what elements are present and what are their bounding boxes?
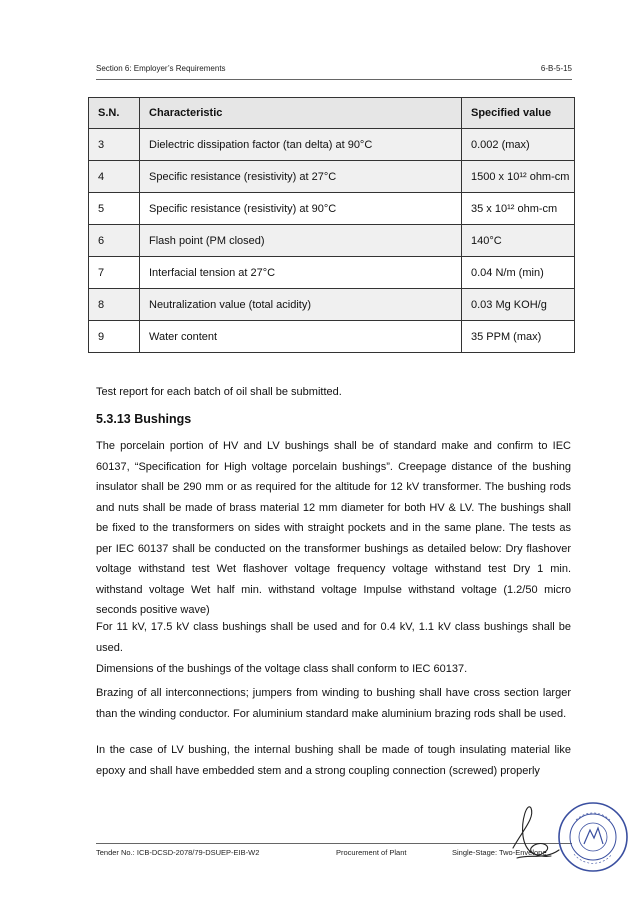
page-header (96, 64, 572, 73)
footer-tender-number: Tender No.: ICB-DCSD-2078/79-DSUEP-EIB-W2 (96, 848, 260, 857)
cell-characteristic: Neutralization value (total acidity) (140, 289, 462, 321)
footer-procurement-label: Procurement of Plant (336, 848, 407, 857)
cell-characteristic: Interfacial tension at 27°C (140, 257, 462, 289)
paragraph-text: Brazing of all interconnections; jumpers from winding to bushing shall have cross section larger than the winding conductor. For aluminium standard make aluminium brazing rods shall be used. (96, 687, 571, 720)
cell-characteristic: Specific resistance (resistivity) at 90°C (140, 193, 462, 225)
column-header-specified-value: Specified value (462, 98, 575, 129)
cell-value: 140°C (462, 225, 575, 257)
cell-sn: 9 (89, 321, 140, 353)
cell-characteristic: Flash point (PM closed) (140, 225, 462, 257)
cell-sn: 6 (89, 225, 140, 257)
paragraph (96, 436, 571, 621)
cell-characteristic: Water content (140, 321, 462, 353)
official-seal-stamp (556, 800, 630, 874)
table-row (89, 161, 575, 193)
footer-divider (96, 843, 572, 844)
cell-sn: 5 (89, 193, 140, 225)
cell-sn: 3 (89, 129, 140, 161)
test-report-note: Test report for each batch of oil shall be submitted. (96, 386, 342, 398)
paragraph-text: In the case of LV bushing, the internal bushing shall be made of tough insulating material like epoxy and shall have embedded stem and a strong coupling connection (screwed) properly (96, 744, 571, 777)
cell-value: 35 x 10¹² ohm-cm (462, 193, 575, 225)
cell-characteristic: Dielectric dissipation factor (tan delta) at 90°C (140, 129, 462, 161)
cell-sn: 7 (89, 257, 140, 289)
column-header-characteristic: Characteristic (140, 98, 462, 129)
paragraph-text: Dimensions of the bushings of the voltage class shall conform to IEC 60137. (96, 663, 468, 675)
cell-value: 1500 x 10¹² ohm-cm (462, 161, 575, 193)
paragraph (96, 683, 571, 724)
cell-value: 0.04 N/m (min) (462, 257, 575, 289)
column-header-sn: S.N. (89, 98, 140, 129)
cell-sn: 8 (89, 289, 140, 321)
section-title: 5.3.13 Bushings (96, 412, 192, 426)
paragraph (96, 740, 571, 781)
table-header-row (89, 98, 575, 129)
paragraph (96, 659, 571, 680)
paragraph (96, 617, 571, 658)
cell-sn: 4 (89, 161, 140, 193)
paragraph-text: For 11 kV, 17.5 kV class bushings shall be used and for 0.4 kV, 1.1 kV class bushings shall be used. (96, 621, 571, 654)
cell-value: 0.03 Mg KOH/g (462, 289, 575, 321)
footer-envelope-label: Single-Stage: Two-Envelope (452, 848, 547, 857)
header-page-number: 6-B-5-15 (540, 64, 572, 73)
cell-value: 0.002 (max) (462, 129, 575, 161)
table-row (89, 129, 575, 161)
cell-characteristic: Specific resistance (resistivity) at 27°C (140, 161, 462, 193)
paragraph-text: The porcelain portion of HV and LV bushings shall be of standard make and confirm to IEC 60137, “Specification for High voltage porcelain bushings”. Creepage distance of the bushing insulator shall be 290 mm or as required for the altitude for 12 kV transformer. The bushing rods and nuts shall be made of brass material 12 mm diameter for both HV & LV. The bushings shall be fixed to the transformers on sides with straight pockets and in the same plane. The tests as per IEC 60137 shall be conducted on the transformer bushings as detailed below: Dry flashover voltage withstand test Wet flashover voltage frequency voltage withstand test Dry 1 min. withstand voltage Wet half min. withstand voltage Impulse withstand voltage (1.2/50 micro seconds positive wave) (96, 440, 571, 616)
header-divider (96, 79, 572, 80)
table-row (89, 225, 575, 257)
page-footer (96, 848, 572, 860)
header-section-label: Section 6: Employer’s Requirements (96, 64, 226, 73)
table-row (89, 193, 575, 225)
table-row (89, 257, 575, 289)
cell-value: 35 PPM (max) (462, 321, 575, 353)
table-row (89, 289, 575, 321)
table-row (89, 321, 575, 353)
oil-characteristics-table (88, 97, 575, 353)
